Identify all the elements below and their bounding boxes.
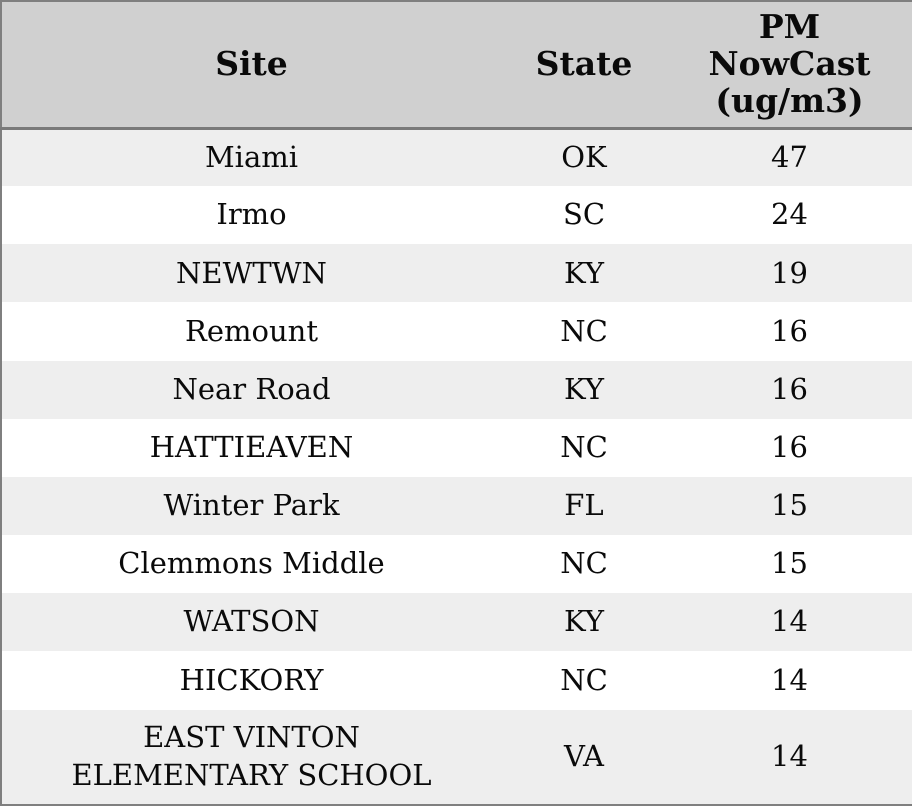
pm-header-line-2: NowCast <box>708 43 871 83</box>
cell-state: KY <box>563 604 605 639</box>
cell-state: KY <box>563 371 605 406</box>
cell-state: SC <box>562 197 606 232</box>
cell-pm-nowcast: 14 <box>771 604 808 639</box>
cell-site: Clemmons Middle <box>118 546 385 581</box>
cell-pm-nowcast: 16 <box>771 430 808 465</box>
table-row <box>1 593 912 651</box>
cell-state: FL <box>564 488 604 523</box>
table-body <box>1 128 912 805</box>
cell-site: Near Road <box>172 371 331 406</box>
column-header-pm-nowcast <box>667 1 912 128</box>
cell-state: NC <box>560 546 608 581</box>
pm-header-line-1: PM <box>758 6 821 46</box>
table-header <box>1 1 912 128</box>
cell-site: EAST VINTON ELEMENTARY SCHOOL <box>71 720 432 792</box>
cell-site: Winter Park <box>163 488 340 523</box>
cell-state: NC <box>560 430 608 465</box>
column-header-site: Site <box>1 1 501 128</box>
pm-header-line-3: (ug/m3) <box>715 80 864 120</box>
table-row <box>1 535 912 593</box>
cell-site: WATSON <box>183 604 320 639</box>
cell-pm-nowcast: 19 <box>771 255 808 290</box>
cell-site: Remount <box>185 313 318 348</box>
cell-state: OK <box>561 139 607 174</box>
cell-site: NEWTWN <box>176 255 327 290</box>
cell-state: KY <box>563 255 605 290</box>
cell-pm-nowcast: 15 <box>771 546 808 581</box>
cell-site: Irmo <box>216 197 287 232</box>
cell-site: HATTIEAVEN <box>149 430 354 465</box>
table-row <box>1 477 912 535</box>
cell-state: NC <box>560 313 608 348</box>
table-row <box>1 244 912 302</box>
cell-pm-nowcast: 16 <box>771 313 808 348</box>
table-row <box>1 710 912 805</box>
table-row <box>1 186 912 244</box>
table-row <box>1 128 912 186</box>
cell-pm-nowcast: 16 <box>771 371 808 406</box>
cell-state: VA <box>564 738 604 773</box>
table-row <box>1 651 912 709</box>
column-header-state: State <box>501 1 667 128</box>
cell-pm-nowcast: 47 <box>771 139 808 174</box>
cell-pm-nowcast: 24 <box>771 197 808 232</box>
table-header-row <box>1 1 912 128</box>
cell-pm-nowcast: 14 <box>771 738 808 773</box>
table-row <box>1 302 912 360</box>
table-row <box>1 419 912 477</box>
cell-pm-nowcast: 15 <box>771 488 808 523</box>
cell-pm-nowcast: 14 <box>771 662 808 697</box>
table-row <box>1 361 912 419</box>
cell-site: HICKORY <box>179 662 324 697</box>
cell-state: NC <box>560 662 608 697</box>
cell-site: Miami <box>204 139 299 174</box>
